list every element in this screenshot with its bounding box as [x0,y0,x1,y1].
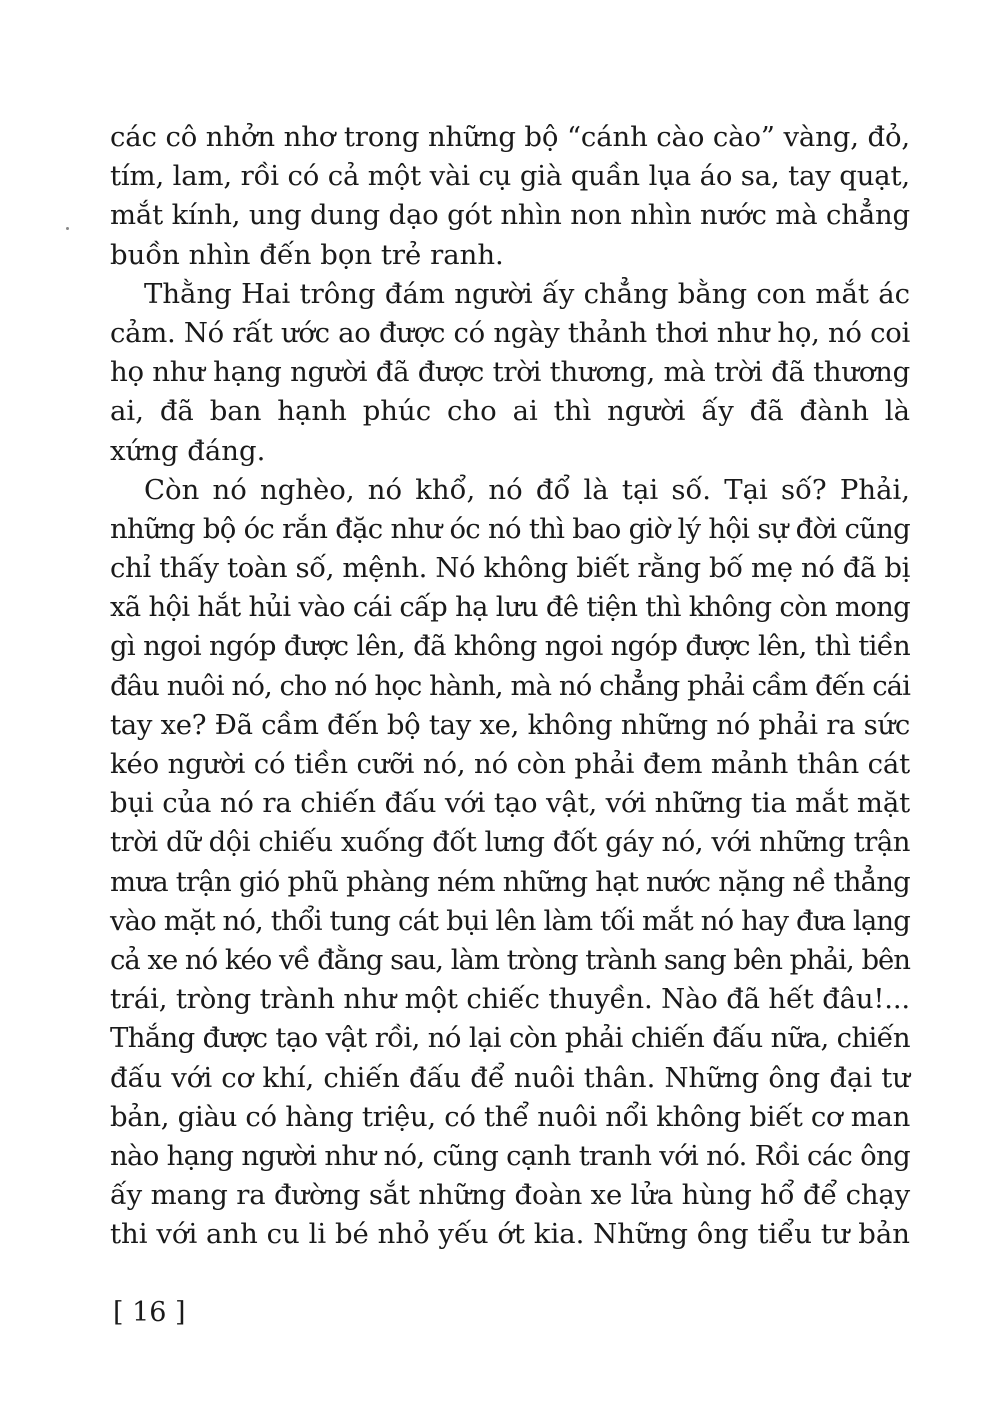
text-line: đấu với cơ khí, chiến đấu để nuôi thân. Những ông đại tư [110,1061,910,1094]
text-line: nào hạng người như nó, cũng cạnh tranh với nó. Rồi các ông [110,1139,910,1172]
text-line: Thắng được tạo vật rồi, nó lại còn phải chiến đấu nữa, chiến [110,1022,911,1055]
text-line: mắt kính, ung dung dạo gót nhìn non nhìn nước mà chẳng [110,199,910,232]
text-line: gì ngoi ngóp được lên, đã không ngoi ngóp được lên, thì tiền [110,630,910,663]
text-line: tím, lam, rồi có cả một vài cụ già quần lụa áo sa, tay quạt, [110,160,910,193]
text-line: cảm. Nó rất ước ao được có ngày thảnh thơi như họ, nó coi [110,316,910,349]
scan-speck [66,227,69,230]
text-line: ai, đã ban hạnh phúc cho ai thì người ấy đã đành là [110,395,910,428]
text-line: ấy mang ra đường sắt những đoàn xe lửa hùng hổ để chạy [110,1179,910,1212]
text-line: Còn nó nghèo, nó khổ, nó đổ là tại số. Tại số? Phải, [144,473,910,506]
text-line: trái, tròng trành như một chiếc thuyền. Nào đã hết đâu!... [110,983,910,1016]
text-line: xứng đáng. [110,434,266,467]
text-line: những bộ óc rắn đặc như óc nó thì bao giờ lý hội sự đời cũng [110,512,910,545]
text-line: chỉ thấy toàn số, mệnh. Nó không biết rằng bố mẹ nó đã bị [110,552,910,585]
body-text [110,118,910,1254]
text-line: tay xe? Đã cầm đến bộ tay xe, không những nó phải ra sức [110,708,910,741]
text-line: bụi của nó ra chiến đấu với tạo vật, với những tia mắt mặt [110,787,910,820]
text-line: buồn nhìn đến bọn trẻ ranh. [110,238,504,271]
text-line: các cô nhởn nhơ trong những bộ “cánh cào cào” vàng, đỏ, [110,121,910,153]
text-line: Thằng Hai trông đám người ấy chẳng bằng con mắt ác [144,277,910,310]
text-line: thi với anh cu li bé nhỏ yếu ớt kia. Những ông tiểu tư bản [110,1218,910,1251]
text-line: kéo người có tiền cưỡi nó, nó còn phải đem mảnh thân cát [110,748,910,780]
text-line: họ như hạng người đã được trời thương, mà trời đã thương [110,356,910,389]
text-line: bản, giàu có hàng triệu, có thể nuôi nổi không biết cơ man [110,1100,910,1133]
text-line: đâu nuôi nó, cho nó học hành, mà nó chẳng phải cầm đến cái [110,669,910,702]
text-line: xã hội hắt hủi vào cái cấp hạ lưu đê tiện thì không còn mong [110,591,910,624]
text-line: trời dữ dội chiếu xuống đốt lưng đốt gáy nó, với những trận [110,826,911,859]
text-line: mưa trận gió phũ phàng ném những hạt nước nặng nề thẳng [110,865,910,898]
page-number: [ 16 ] [113,1297,186,1328]
text-line: cả xe nó kéo về đằng sau, làm tròng trành sang bên phải, bên [110,943,910,976]
text-line: vào mặt nó, thổi tung cát bụi lên làm tối mắt nó hay đưa lạng [110,904,910,937]
